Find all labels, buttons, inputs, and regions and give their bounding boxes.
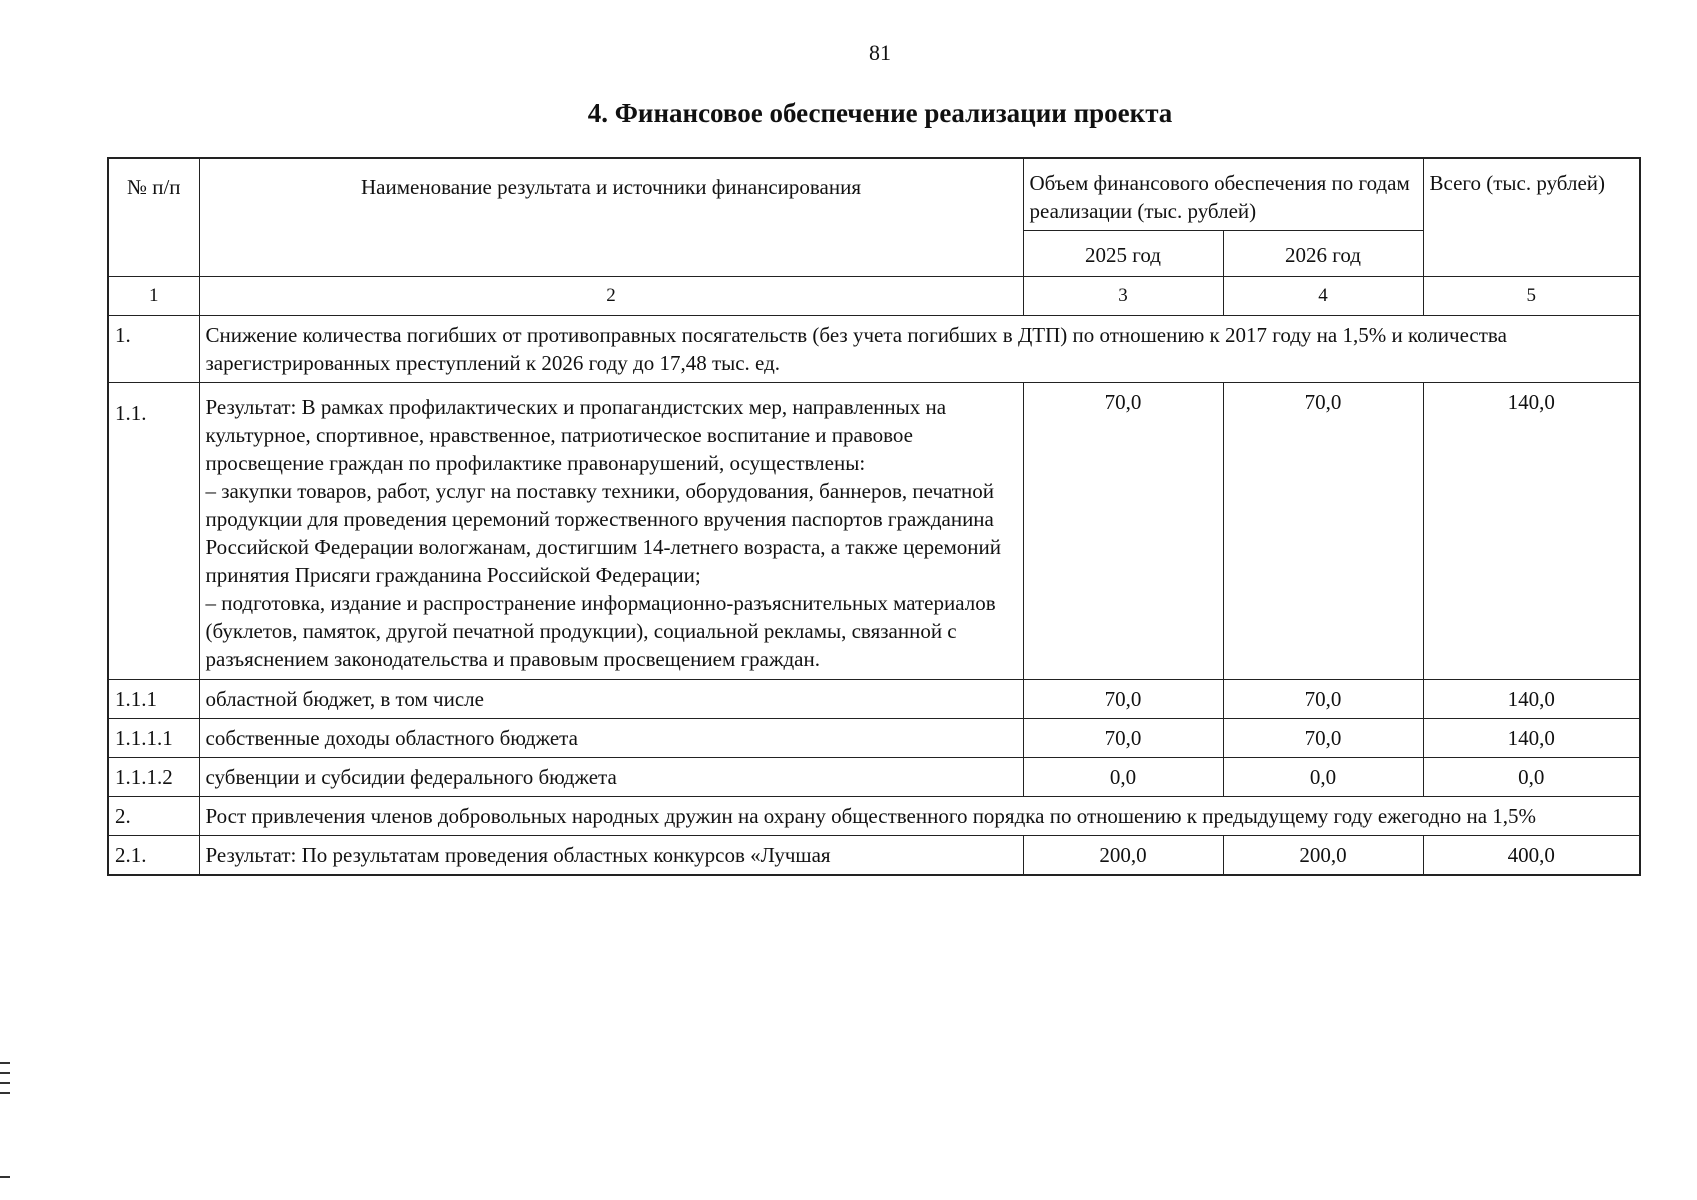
header-name: Наименование результата и источники финансирования [199,158,1023,277]
column-index: 3 [1023,277,1223,316]
value-2025: 70,0 [1023,719,1223,758]
row-text: субвенции и субсидии федерального бюджета [199,758,1023,797]
table-row [108,719,1640,758]
margin-mark [0,1092,10,1094]
value-2025: 200,0 [1023,836,1223,876]
section-row [108,797,1640,836]
margin-mark [0,1082,10,1084]
row-text: областной бюджет, в том числе [199,680,1023,719]
column-index-row [108,277,1640,316]
value-total: 140,0 [1423,383,1640,680]
row-number: 1. [108,316,199,383]
column-index: 2 [199,277,1023,316]
value-2026: 70,0 [1223,680,1423,719]
column-index: 5 [1423,277,1640,316]
table-row [108,836,1640,876]
header-num: № п/п [108,158,199,277]
section-text: Снижение количества погибших от противоправных посягательств (без учета погибших в ДТП) по отношению к 2017 году на 1,5% и количества зарегистрированных преступлений к 2026 году до 17,48 тыс. ед. [199,316,1640,383]
value-total: 400,0 [1423,836,1640,876]
row-text: Результат: В рамках профилактических и пропагандистских мер, направленных на культурное, спортивное, нравственное, патриотическое воспитание и правовое просвещение граждан по профилактике правонарушений, осуществлены: – закупки товаров, работ, услуг на поставку техники, оборудования, баннеров, печатной продукции для проведения церемоний торжественного вручения паспортов гражданина Российской Федерации вологжанам, достигшим 14-летнего возраста, а также церемоний принятия Присяги гражданина Российской Федерации; – подготовка, издание и распространение информационно-разъяснительных материалов (буклетов, памяток, другой печатной продукции), социальной рекламы, связанной с разъяснением законодательства и правовым просвещением граждан. [199,383,1023,680]
value-total: 0,0 [1423,758,1640,797]
header-volume: Объем финансового обеспечения по годам реализации (тыс. рублей) [1023,158,1423,231]
page-number: 81 [869,40,891,65]
header-total: Всего (тыс. рублей) [1423,158,1640,277]
value-2025: 70,0 [1023,680,1223,719]
margin-mark [0,1062,10,1064]
row-number: 2.1. [108,836,199,876]
value-2026: 200,0 [1223,836,1423,876]
value-2026: 0,0 [1223,758,1423,797]
value-total: 140,0 [1423,680,1640,719]
row-number: 1.1.1.1 [108,719,199,758]
row-number: 2. [108,797,199,836]
table-header-row [108,158,1640,231]
value-2026: 70,0 [1223,383,1423,680]
row-text: собственные доходы областного бюджета [199,719,1023,758]
header-year-2026: 2026 год [1223,231,1423,277]
header-year-2025: 2025 год [1023,231,1223,277]
row-number: 1.1.1.2 [108,758,199,797]
margin-mark [0,1176,10,1178]
value-total: 140,0 [1423,719,1640,758]
column-index: 1 [108,277,199,316]
row-number: 1.1. [108,383,199,680]
section-text: Рост привлечения членов добровольных народных дружин на охрану общественного порядка по отношению к предыдущему году ежегодно на 1,5% [199,797,1640,836]
table-row [108,680,1640,719]
table-row [108,758,1640,797]
row-text: Результат: По результатам проведения областных конкурсов «Лучшая [199,836,1023,876]
value-2025: 0,0 [1023,758,1223,797]
column-index: 4 [1223,277,1423,316]
margin-mark [0,1072,10,1074]
table-row [108,383,1640,680]
value-2026: 70,0 [1223,719,1423,758]
row-number: 1.1.1 [108,680,199,719]
value-2025: 70,0 [1023,383,1223,680]
financing-table [107,157,1641,876]
page-title: 4. Финансовое обеспечение реализации проекта [587,98,1173,128]
section-row [108,316,1640,383]
